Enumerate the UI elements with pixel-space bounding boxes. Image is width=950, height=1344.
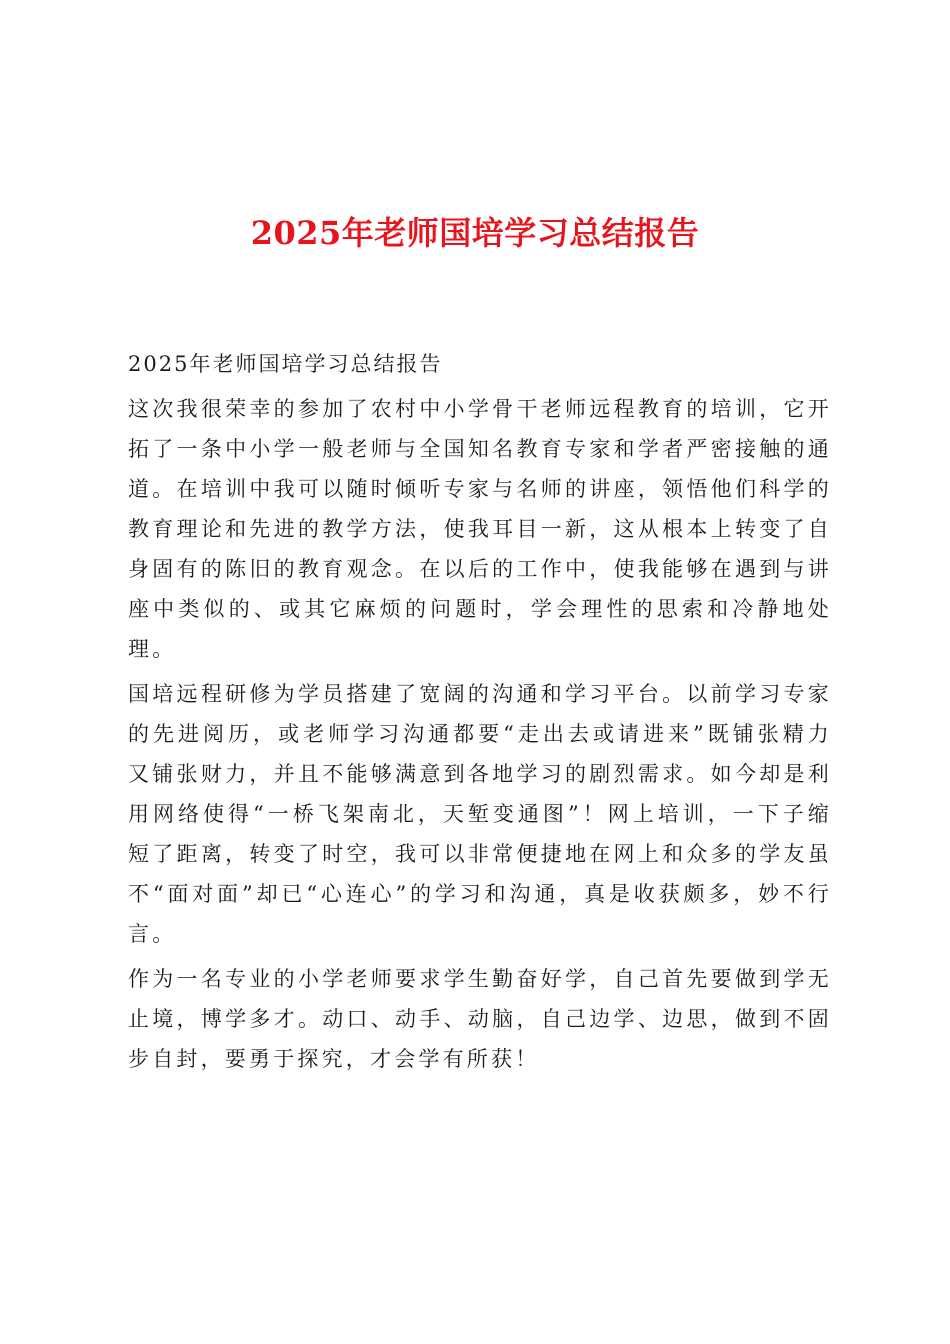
paragraph-1: 这次我很荣幸的参加了农村中小学骨干老师远程教育的培训，它开拓了一条中小学一般老师与全国知名教育专家和学者严密接触的通道。在培训中我可以随时倾听专家与名师的讲座，领悟他们科学的教育理论和先进的教学方法，使我耳目一新，这从根本上转变了自身固有的陈旧的教育观念。在以后的工作中，使我能够在遇到与讲座中类似的、或其它麻烦的问题时，学会理性的思索和冷静地处理。 bbox=[128, 397, 832, 661]
paragraph-2: 国培远程研修为学员搭建了宽阔的沟通和学习平台。以前学习专家的先进阅历，或老师学习沟通都要“走出去或请进来”既铺张精力又铺张财力，并且不能够满意到各地学习的剧烈需求。如今却是利用网络使得“一桥飞架南北，天堑变通图”！网上培训，一下子缩短了距离，转变了时空，我可以非常便捷地在网上和众多的学友虽不“面对面”却已“心连心”的学习和沟通，真是收获颇多，妙不行言。 bbox=[128, 682, 832, 946]
document-title: 2025年老师国培学习总结报告 bbox=[250, 214, 700, 252]
document-body bbox=[128, 344, 832, 1084]
document-subtitle: 2025年老师国培学习总结报告 bbox=[128, 352, 443, 376]
paragraph-3: 作为一名专业的小学老师要求学生勤奋好学，自己首先要做到学无止境，博学多才。动口、动手、动脑，自己边学、边思，做到不固步自封，要勇于探究，才会学有所获！ bbox=[128, 967, 832, 1071]
